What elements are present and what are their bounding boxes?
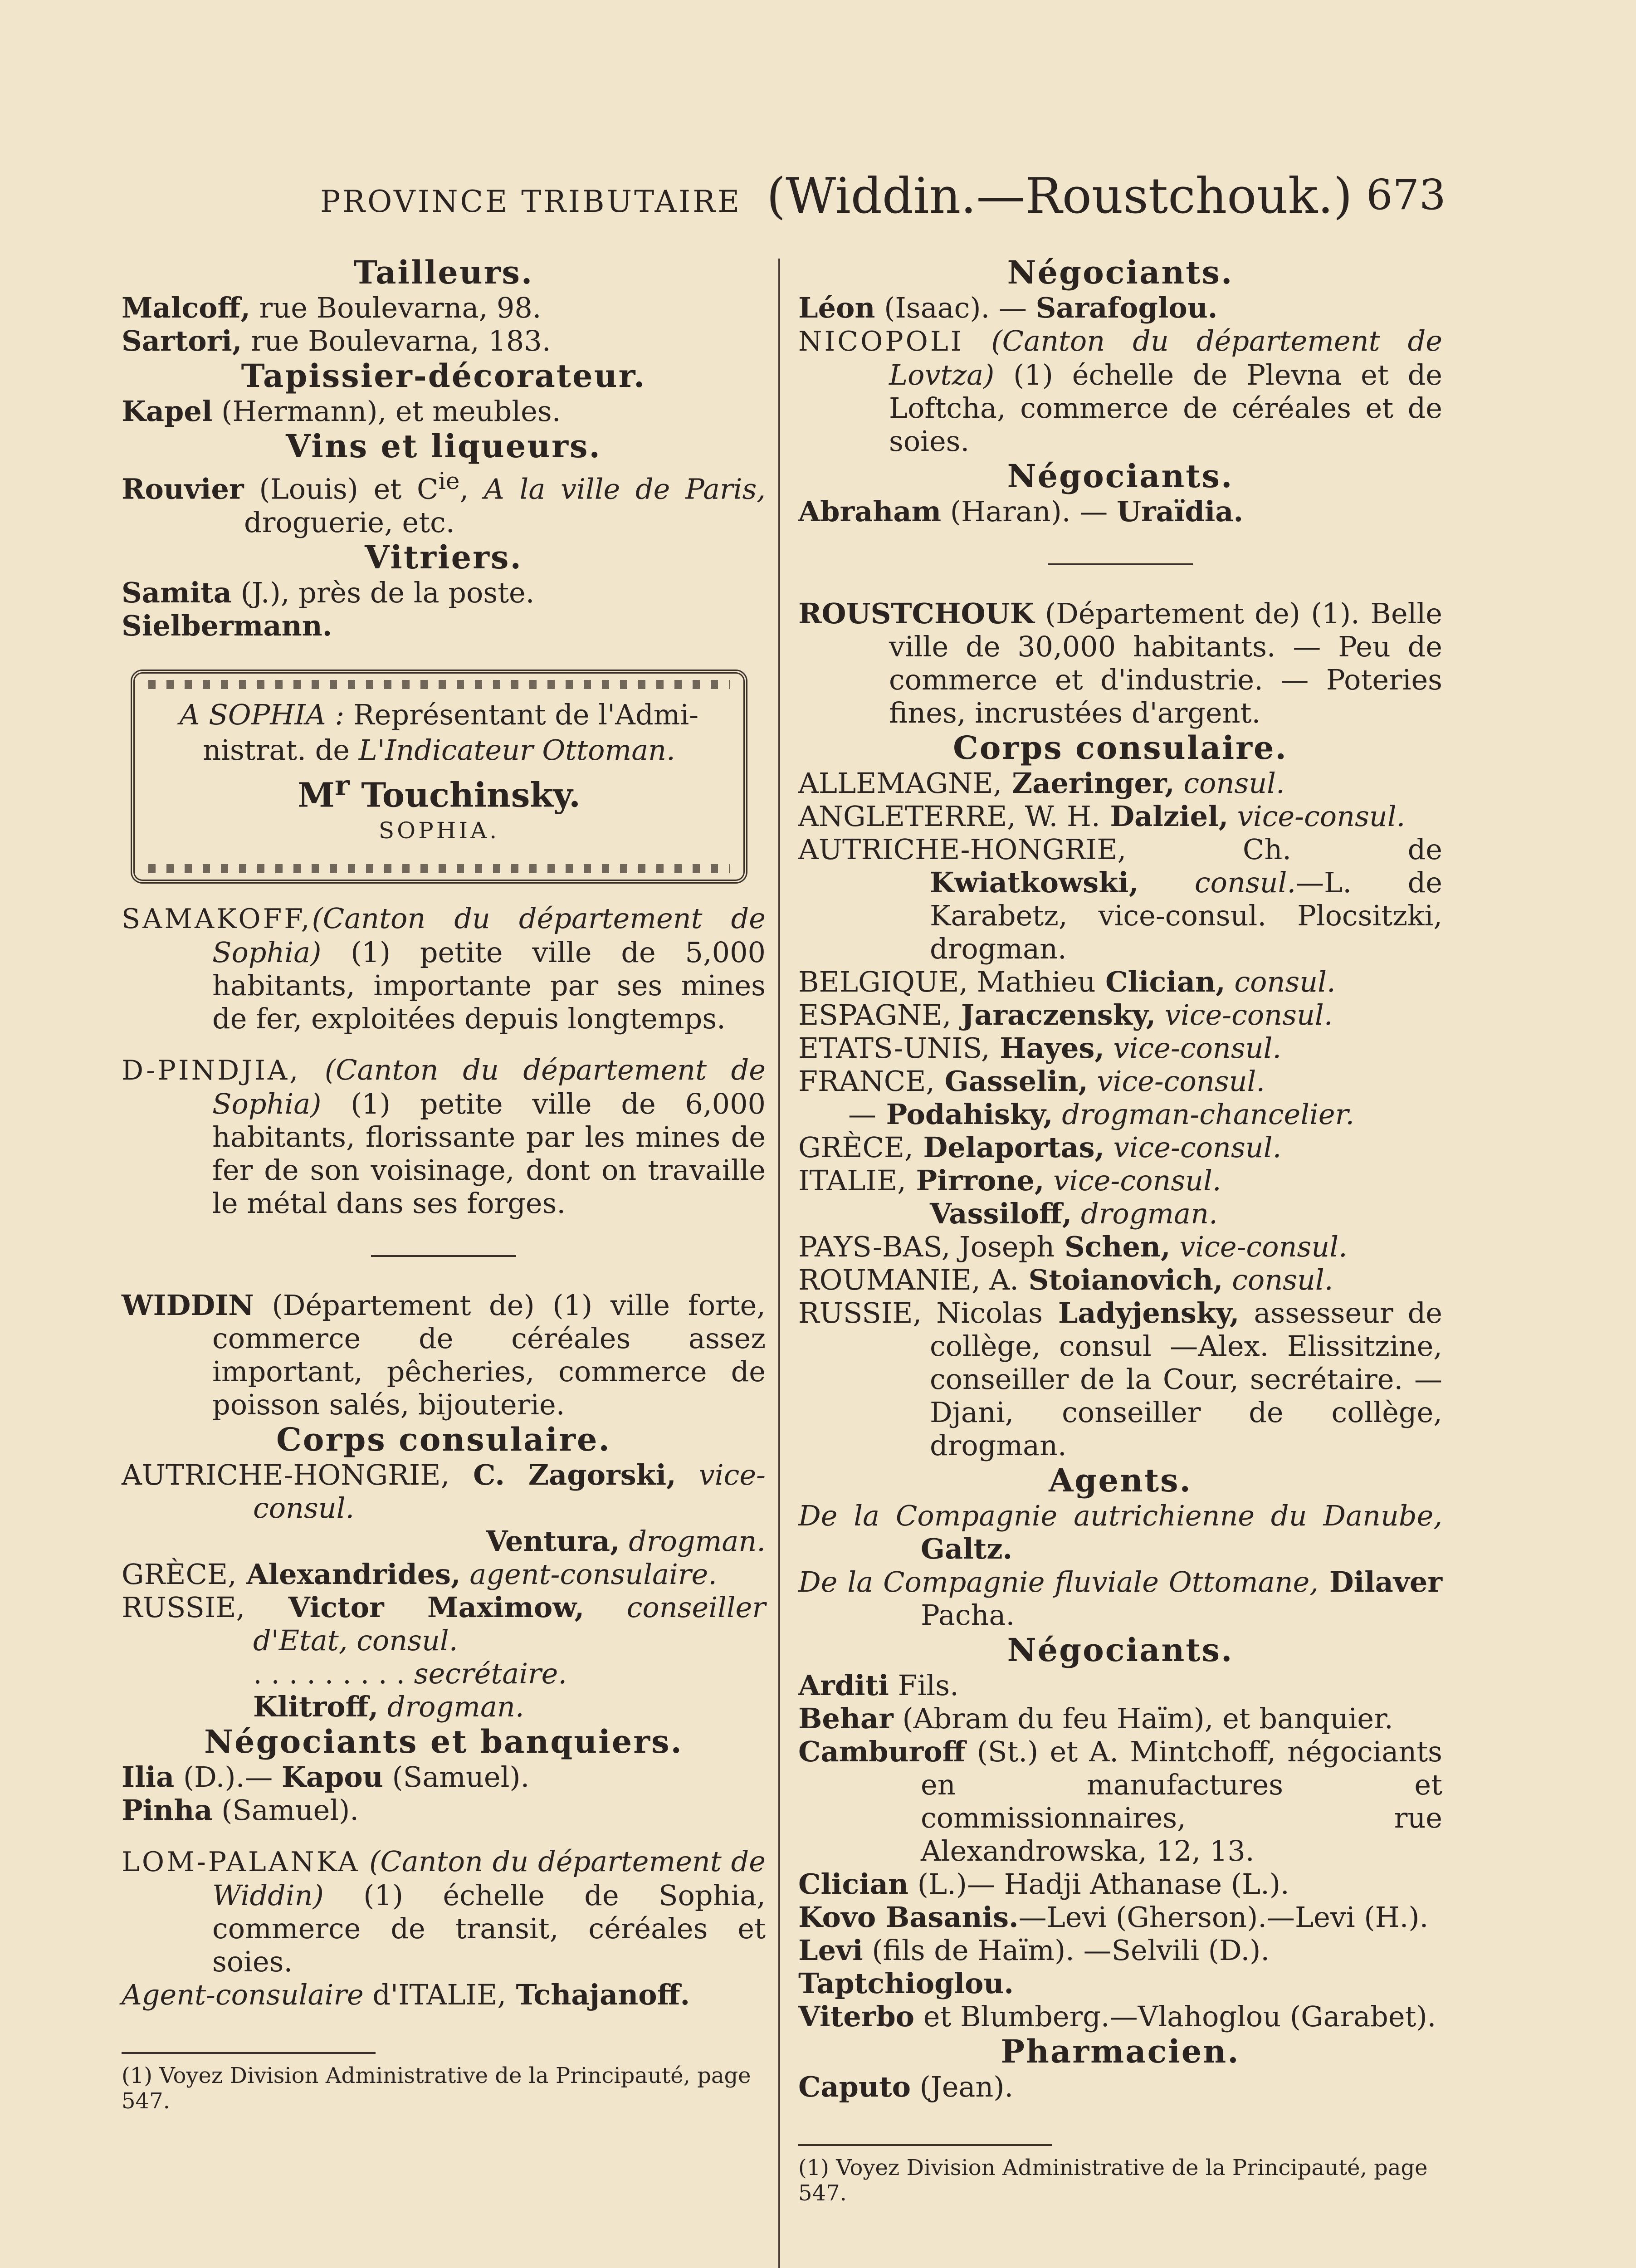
list-item: Taptchioglou. — [798, 1967, 1014, 2000]
list-item: ESPAGNE, Jaraczensky, vice-consul. — [798, 998, 1333, 1031]
heading-tailleurs: Tailleurs. — [353, 254, 534, 291]
list-item: . . . . . . . . . secrétaire. — [253, 1657, 567, 1690]
advert-box — [131, 670, 747, 884]
list-item: Samita (J.), près de la poste. — [122, 576, 535, 609]
footnote-rule — [798, 2144, 1052, 2146]
left-column — [122, 254, 766, 2114]
dept-lom-palanka: LOM-PALANKA (Canton du département de Widdin) (1) échelle de Sophia, commerce de transit, céréales et soies. — [122, 1844, 766, 1978]
heading-corps-right: Corps consulaire. — [953, 729, 1288, 767]
list-item: Kapel (Hermann), et meubles. — [122, 395, 561, 428]
running-head — [0, 168, 1636, 227]
section-rule — [1048, 563, 1193, 565]
list-item: AUTRICHE-HONGRIE, Ch. de Kwiatkowski, consul.—L. de Karabetz, vice-consul. Plocsitzki, drogman. — [798, 833, 1442, 965]
list-item: FRANCE, Gasselin, vice-consul. — [798, 1065, 1265, 1098]
list-item: BELGIQUE, Mathieu Clician, consul. — [798, 965, 1336, 998]
heading-vins: Vins et liqueurs. — [286, 427, 601, 465]
agent-consulaire: Agent-consulaire d'ITALIE, Tchajanoff. — [122, 1978, 690, 2011]
list-item: ETATS-UNIS, Hayes, vice-consul. — [798, 1031, 1282, 1065]
section-title: PROVINCE TRIBUTAIRE — [320, 184, 742, 219]
list-item: Vassiloff, drogman. — [930, 1197, 1218, 1230]
heading-vitriers: Vitriers. — [365, 538, 523, 576]
dept-widdin: WIDDIN (Département de) (1) ville forte, commerce de céréales assez important, pêcheries, commerce de poisson salés, bijouterie. — [122, 1288, 766, 1421]
list-item: Malcoff, rue Boulevarna, 98. — [122, 291, 542, 324]
page-number: 673 — [1366, 171, 1446, 219]
heading-negociants-left: Négociants et banquiers. — [204, 1722, 683, 1760]
list-item: ITALIE, Pirrone, vice-consul. — [798, 1164, 1221, 1197]
footnote-rule — [122, 2052, 376, 2054]
list-item: Levi (fils de Haïm). —Selvili (D.). — [798, 1934, 1270, 1967]
list-item: GRÈCE, Delaportas, vice-consul. — [798, 1131, 1282, 1164]
list-item: Viterbo et Blumberg.—Vlahoglou (Garabet). — [798, 2000, 1436, 2033]
list-item: Klitroff, drogman. — [253, 1690, 524, 1723]
list-item: Sielbermann. — [122, 609, 332, 642]
column-divider — [778, 259, 780, 2268]
list-item: Kovo Basanis.—Levi (Gherson).—Levi (H.). — [798, 1901, 1429, 1934]
list-item: Camburoff (St.) et A. Mintchoff, négociants en manufactures et commissionnaires, rue Alexandrowska, 12, 13. — [798, 1735, 1442, 1867]
list-item: ALLEMAGNE, Zaeringer, consul. — [798, 767, 1285, 800]
list-item: Ilia (D.).— Kapou (Samuel). — [122, 1760, 530, 1794]
footnote-right: (1) Voyez Division Administrative de la Principauté, page 547. — [798, 2155, 1428, 2206]
heading-negociants-2: Négociants. — [1007, 457, 1234, 495]
list-item: Sartori, rue Boulevarna, 183. — [122, 324, 551, 357]
list-item: RUSSIE, Nicolas Ladyjensky, assesseur de collège, consul —Alex. Elissitzine, conseiller de la Cour, secrétaire. — Djani, conseiller de collège, drogman. — [798, 1296, 1442, 1462]
list-item: Arditi Fils. — [798, 1669, 959, 1702]
list-item: Behar (Abram du feu Haïm), et banquier. — [798, 1702, 1393, 1735]
right-column — [798, 254, 1442, 2206]
dept-roustchouk: ROUSTCHOUK (Département de) (1). Belle ville de 30,000 habitants. — Peu de commerce et d'industrie. — Poteries fines, incrustées d'argent. — [798, 597, 1442, 729]
dept-nicopoli: NICOPOLI (Canton du département de Lovtza) (1) échelle de Plevna et de Loftcha, commerce de céréales et de soies. — [798, 324, 1442, 458]
heading-negociants-3: Négociants. — [1007, 1631, 1234, 1669]
list-item: Caputo (Jean). — [798, 2070, 1014, 2103]
advert-text: A SOPHIA : Représentant de l'Admi-nistrat. de L'Indicateur Ottoman. — [179, 698, 699, 767]
heading-tapissier: Tapissier-décorateur. — [241, 357, 646, 395]
list-item: Rouvier (Louis) et $C^{ie}$, A la ville de Paris, droguerie, etc. — [122, 468, 766, 539]
list-item: ROUMANIE, A. Stoianovich, consul. — [798, 1263, 1333, 1296]
advert-city: SOPHIA. — [378, 817, 500, 844]
list-item: Léon (Isaac). — Sarafoglou. — [798, 291, 1218, 324]
list-item: Ventura, drogman. — [486, 1524, 766, 1558]
list-item: De la Compagnie fluviale Ottomane, Dilaver Pacha. — [798, 1565, 1442, 1632]
dept-pindjia: D-PINDJIA, (Canton du département de Sophia) (1) petite ville de 6,000 habitants, florissante par les mines de fer de son voisinage, dont on travaille le métal dans ses forges. — [122, 1053, 766, 1220]
heading-pharmacien: Pharmacien. — [1001, 2033, 1240, 2070]
consul-list-right — [798, 767, 1442, 1462]
section-rule — [371, 1255, 516, 1257]
list-item: AUTRICHE-HONGRIE, C. Zagorski, vice-consul. — [122, 1458, 766, 1525]
advert-person: $M^r$ Touchinsky. — [298, 768, 581, 815]
list-item: PAYS-BAS, Joseph Schen, vice-consul. — [798, 1230, 1348, 1263]
list-item: ANGLETERRE, W. H. Dalziel, vice-consul. — [798, 800, 1406, 833]
heading-negociants-1: Négociants. — [1007, 254, 1234, 291]
list-item: Pinha (Samuel). — [122, 1793, 359, 1827]
dept-samakoff: SAMAKOFF,(Canton du département de Sophia) (1) petite ville de 5,000 habitants, importante par ses mines de fer, exploitées depuis longtemps. — [122, 901, 766, 1035]
page-title: (Widdin.—Roustchouk.) — [767, 168, 1353, 225]
list-item: RUSSIE, Victor Maximow, conseiller d'Etat, consul. — [122, 1590, 766, 1657]
list-item: Abraham (Haran). — Uraïdia. — [798, 495, 1244, 528]
consul-list-left — [122, 1458, 766, 1723]
list-item: GRÈCE, Alexandrides, agent-consulaire. — [122, 1557, 717, 1591]
footnote-left: (1) Voyez Division Administrative de la Principauté, page 547. — [122, 2063, 751, 2114]
heading-agents: Agents. — [1049, 1461, 1192, 1499]
list-item: De la Compagnie autrichienne du Danube, Galtz. — [798, 1499, 1442, 1565]
list-item: — Podahisky, drogman-chancelier. — [848, 1098, 1355, 1131]
heading-corps-left: Corps consulaire. — [276, 1420, 611, 1458]
list-item: Clician (L.)— Hadji Athanase (L.). — [798, 1867, 1289, 1901]
